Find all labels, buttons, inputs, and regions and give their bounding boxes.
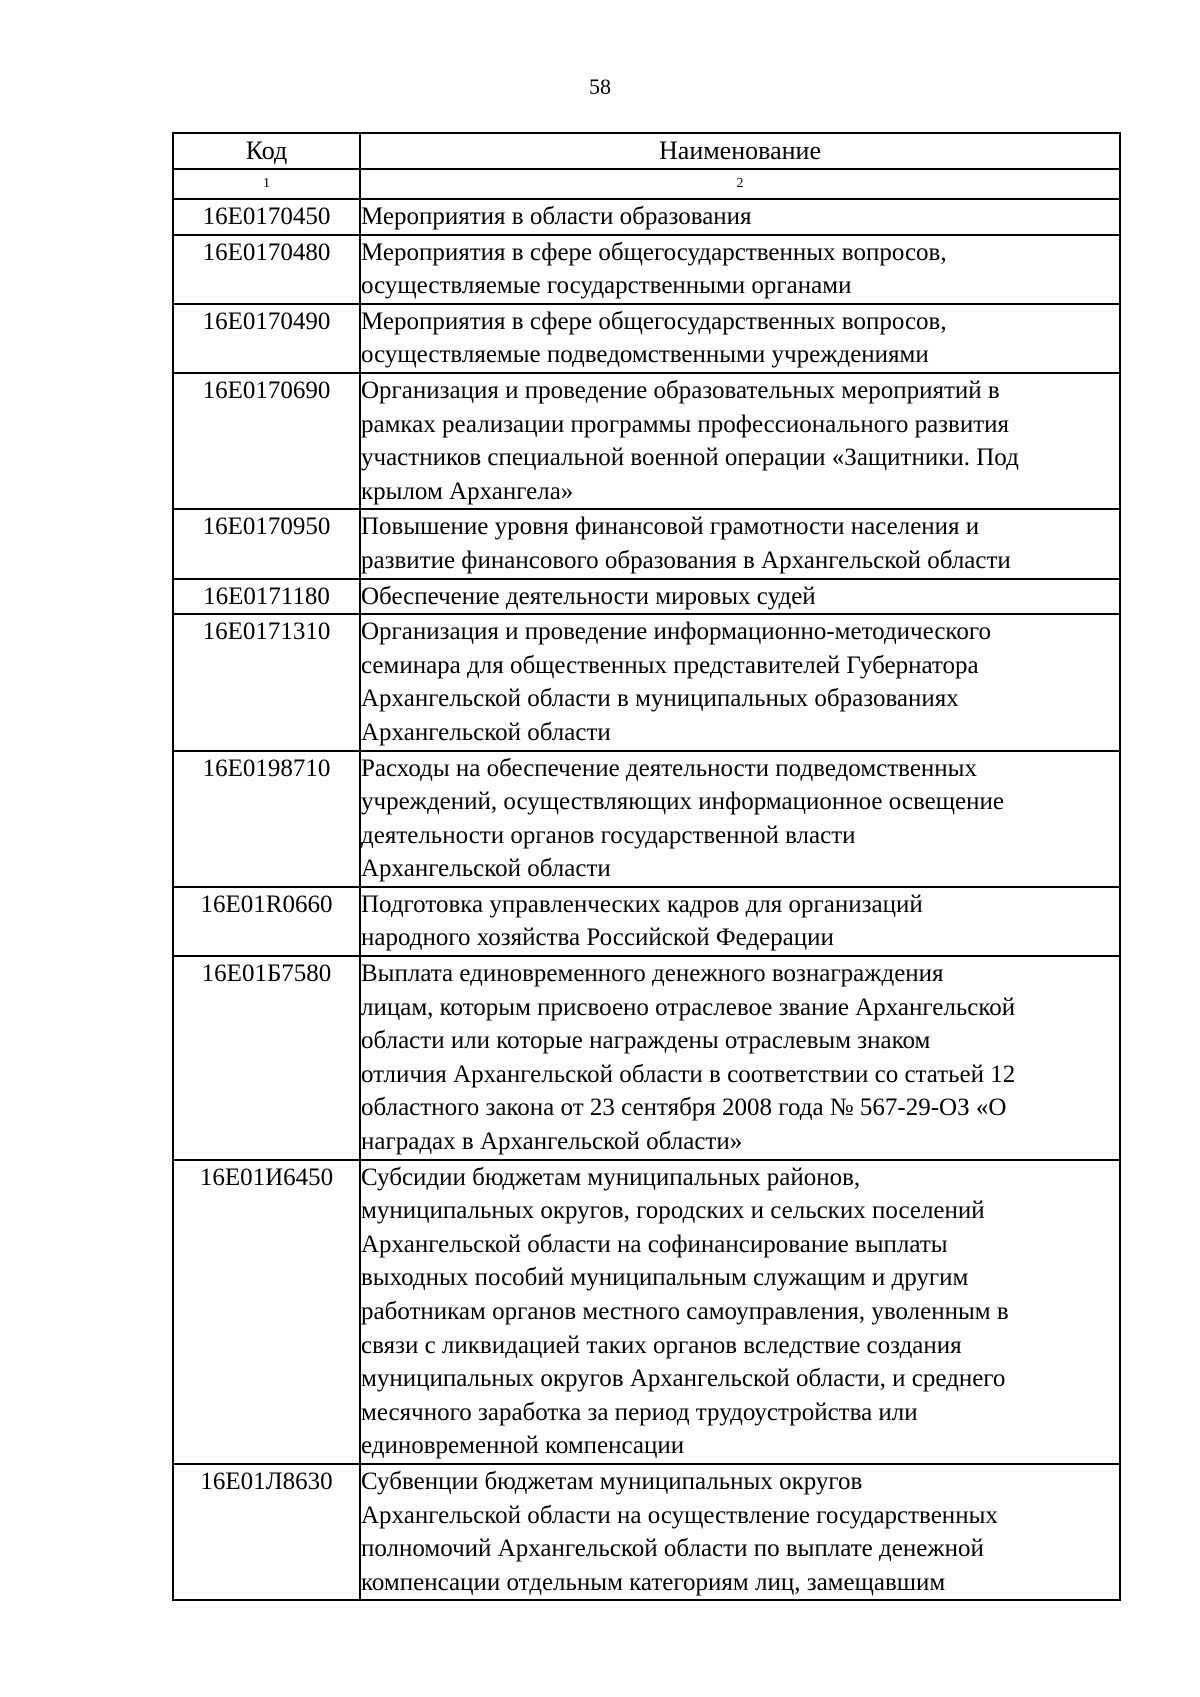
row-code: 16Е0170480 <box>173 235 360 304</box>
header-row <box>173 133 1120 169</box>
table-row <box>173 509 1120 578</box>
row-name <box>360 1464 1120 1600</box>
row-code: 16Е0198710 <box>173 751 360 887</box>
row-name-line: Организация и проведение образовательных мероприятий в <box>361 376 1000 404</box>
row-name-line: крылом Архангела» <box>361 477 574 505</box>
row-name-line: Организация и проведение информационно-методического <box>361 618 991 646</box>
row-name-line: выходных пособий муниципальным служащим и другим <box>361 1264 969 1292</box>
row-code: 16Е01Л8630 <box>173 1464 360 1600</box>
row-name-line: народного хозяйства Российской Федерации <box>361 924 834 952</box>
row-name-line: компенсации отдельным категориям лиц, замещавшим <box>361 1568 946 1596</box>
row-code: 16Е0171180 <box>173 579 360 615</box>
numbering-code: 1 <box>173 169 360 199</box>
row-name-line: областного закона от 23 сентября 2008 года № 567-29-ОЗ «О <box>361 1094 1007 1122</box>
row-name-line: полномочий Архангельской области по выплате денежной <box>361 1535 984 1563</box>
row-name-line: развитие финансового образования в Архангельской области <box>361 546 1011 574</box>
row-name-line: Выплата единовременного денежного вознаграждения <box>361 960 944 988</box>
row-name-line: осуществляемые подведомственными учреждениями <box>361 341 929 369</box>
table-row <box>173 304 1120 373</box>
row-name-line: единовременной компенсации <box>361 1432 685 1460</box>
row-name-line: Архангельской области на осуществление государственных <box>361 1501 998 1529</box>
row-name <box>360 1160 1120 1464</box>
row-name-line: участников специальной военной операции «Защитники. Под <box>361 444 1019 472</box>
row-name-line: рамках реализации программы профессионального развития <box>361 410 1010 438</box>
code-table <box>172 132 1121 1601</box>
row-code: 16Е0170950 <box>173 509 360 578</box>
table-body <box>173 199 1120 1600</box>
table-row <box>173 235 1120 304</box>
row-name-line: связи с ликвидацией таких органов вследствие создания <box>361 1331 962 1359</box>
row-name <box>360 304 1120 373</box>
row-name-line: Мероприятия в области образования <box>361 203 752 230</box>
row-name-line: осуществляемые государственными органами <box>361 272 852 300</box>
header-name: Наименование <box>360 133 1120 169</box>
row-name-line: Субсидии бюджетам муниципальных районов, <box>361 1163 861 1191</box>
row-name-line: отличия Архангельской области в соответствии со статьей 12 <box>361 1060 1016 1088</box>
header-code: Код <box>173 133 360 169</box>
row-name <box>360 235 1120 304</box>
row-name <box>360 579 1120 615</box>
row-code: 16Е0170490 <box>173 304 360 373</box>
row-name-line: Архангельской области <box>361 718 611 746</box>
table-row <box>173 1464 1120 1600</box>
table-row <box>173 887 1120 956</box>
row-code: 16Е01Б7580 <box>173 956 360 1160</box>
row-code: 16Е01И6450 <box>173 1160 360 1464</box>
row-name-line: муниципальных округов, городских и сельских поселений <box>361 1197 985 1225</box>
row-name <box>360 614 1120 750</box>
row-name <box>360 956 1120 1160</box>
table-row <box>173 199 1120 235</box>
table-row <box>173 1160 1120 1464</box>
table-row <box>173 373 1120 509</box>
row-code: 16Е0170690 <box>173 373 360 509</box>
table-row <box>173 751 1120 887</box>
row-name <box>360 751 1120 887</box>
row-name-line: Субвенции бюджетам муниципальных округов <box>361 1467 863 1495</box>
row-name-line: Мероприятия в сфере общегосударственных вопросов, <box>361 307 947 335</box>
numbering-row <box>173 169 1120 199</box>
row-name <box>360 199 1120 235</box>
row-name-line: области или которые награждены отраслевым знаком <box>361 1027 931 1055</box>
row-code: 16Е01R0660 <box>173 887 360 956</box>
row-name-line: наградах в Архангельской области» <box>361 1128 743 1156</box>
row-name-line: учреждений, осуществляющих информационное освещение <box>361 788 1004 816</box>
row-code: 16Е0171310 <box>173 614 360 750</box>
row-name-line: Повышение уровня финансовой грамотности населения и <box>361 513 980 541</box>
numbering-name: 2 <box>360 169 1120 199</box>
row-name-line: Обеспечение деятельности мировых судей <box>361 582 816 610</box>
row-name <box>360 509 1120 578</box>
row-name-line: Подготовка управленческих кадров для организаций <box>361 890 923 918</box>
row-name-line: муниципальных округов Архангельской области, и среднего <box>361 1365 1006 1393</box>
row-name <box>360 887 1120 956</box>
row-name-line: Архангельской области в муниципальных образованиях <box>361 685 959 713</box>
row-name <box>360 373 1120 509</box>
row-code: 16Е0170450 <box>173 199 360 235</box>
row-name-line: деятельности органов государственной власти <box>361 821 856 849</box>
table-row <box>173 614 1120 750</box>
page-number: 58 <box>589 74 611 99</box>
row-name-line: работникам органов местного самоуправления, уволенным в <box>361 1298 1009 1325</box>
table-row <box>173 579 1120 615</box>
row-name-line: Расходы на обеспечение деятельности подведомственных <box>361 754 977 782</box>
row-name-line: Архангельской области <box>361 855 611 883</box>
row-name-line: лицам, которым присвоено отраслевое звание Архангельской <box>361 993 1016 1021</box>
row-name-line: Архангельской области на софинансирование выплаты <box>361 1230 948 1258</box>
table-row <box>173 956 1120 1160</box>
row-name-line: семинара для общественных представителей Губернатора <box>361 651 979 679</box>
row-name-line: месячного заработка за период трудоустройства или <box>361 1398 918 1426</box>
row-name-line: Мероприятия в сфере общегосударственных вопросов, <box>361 238 947 266</box>
